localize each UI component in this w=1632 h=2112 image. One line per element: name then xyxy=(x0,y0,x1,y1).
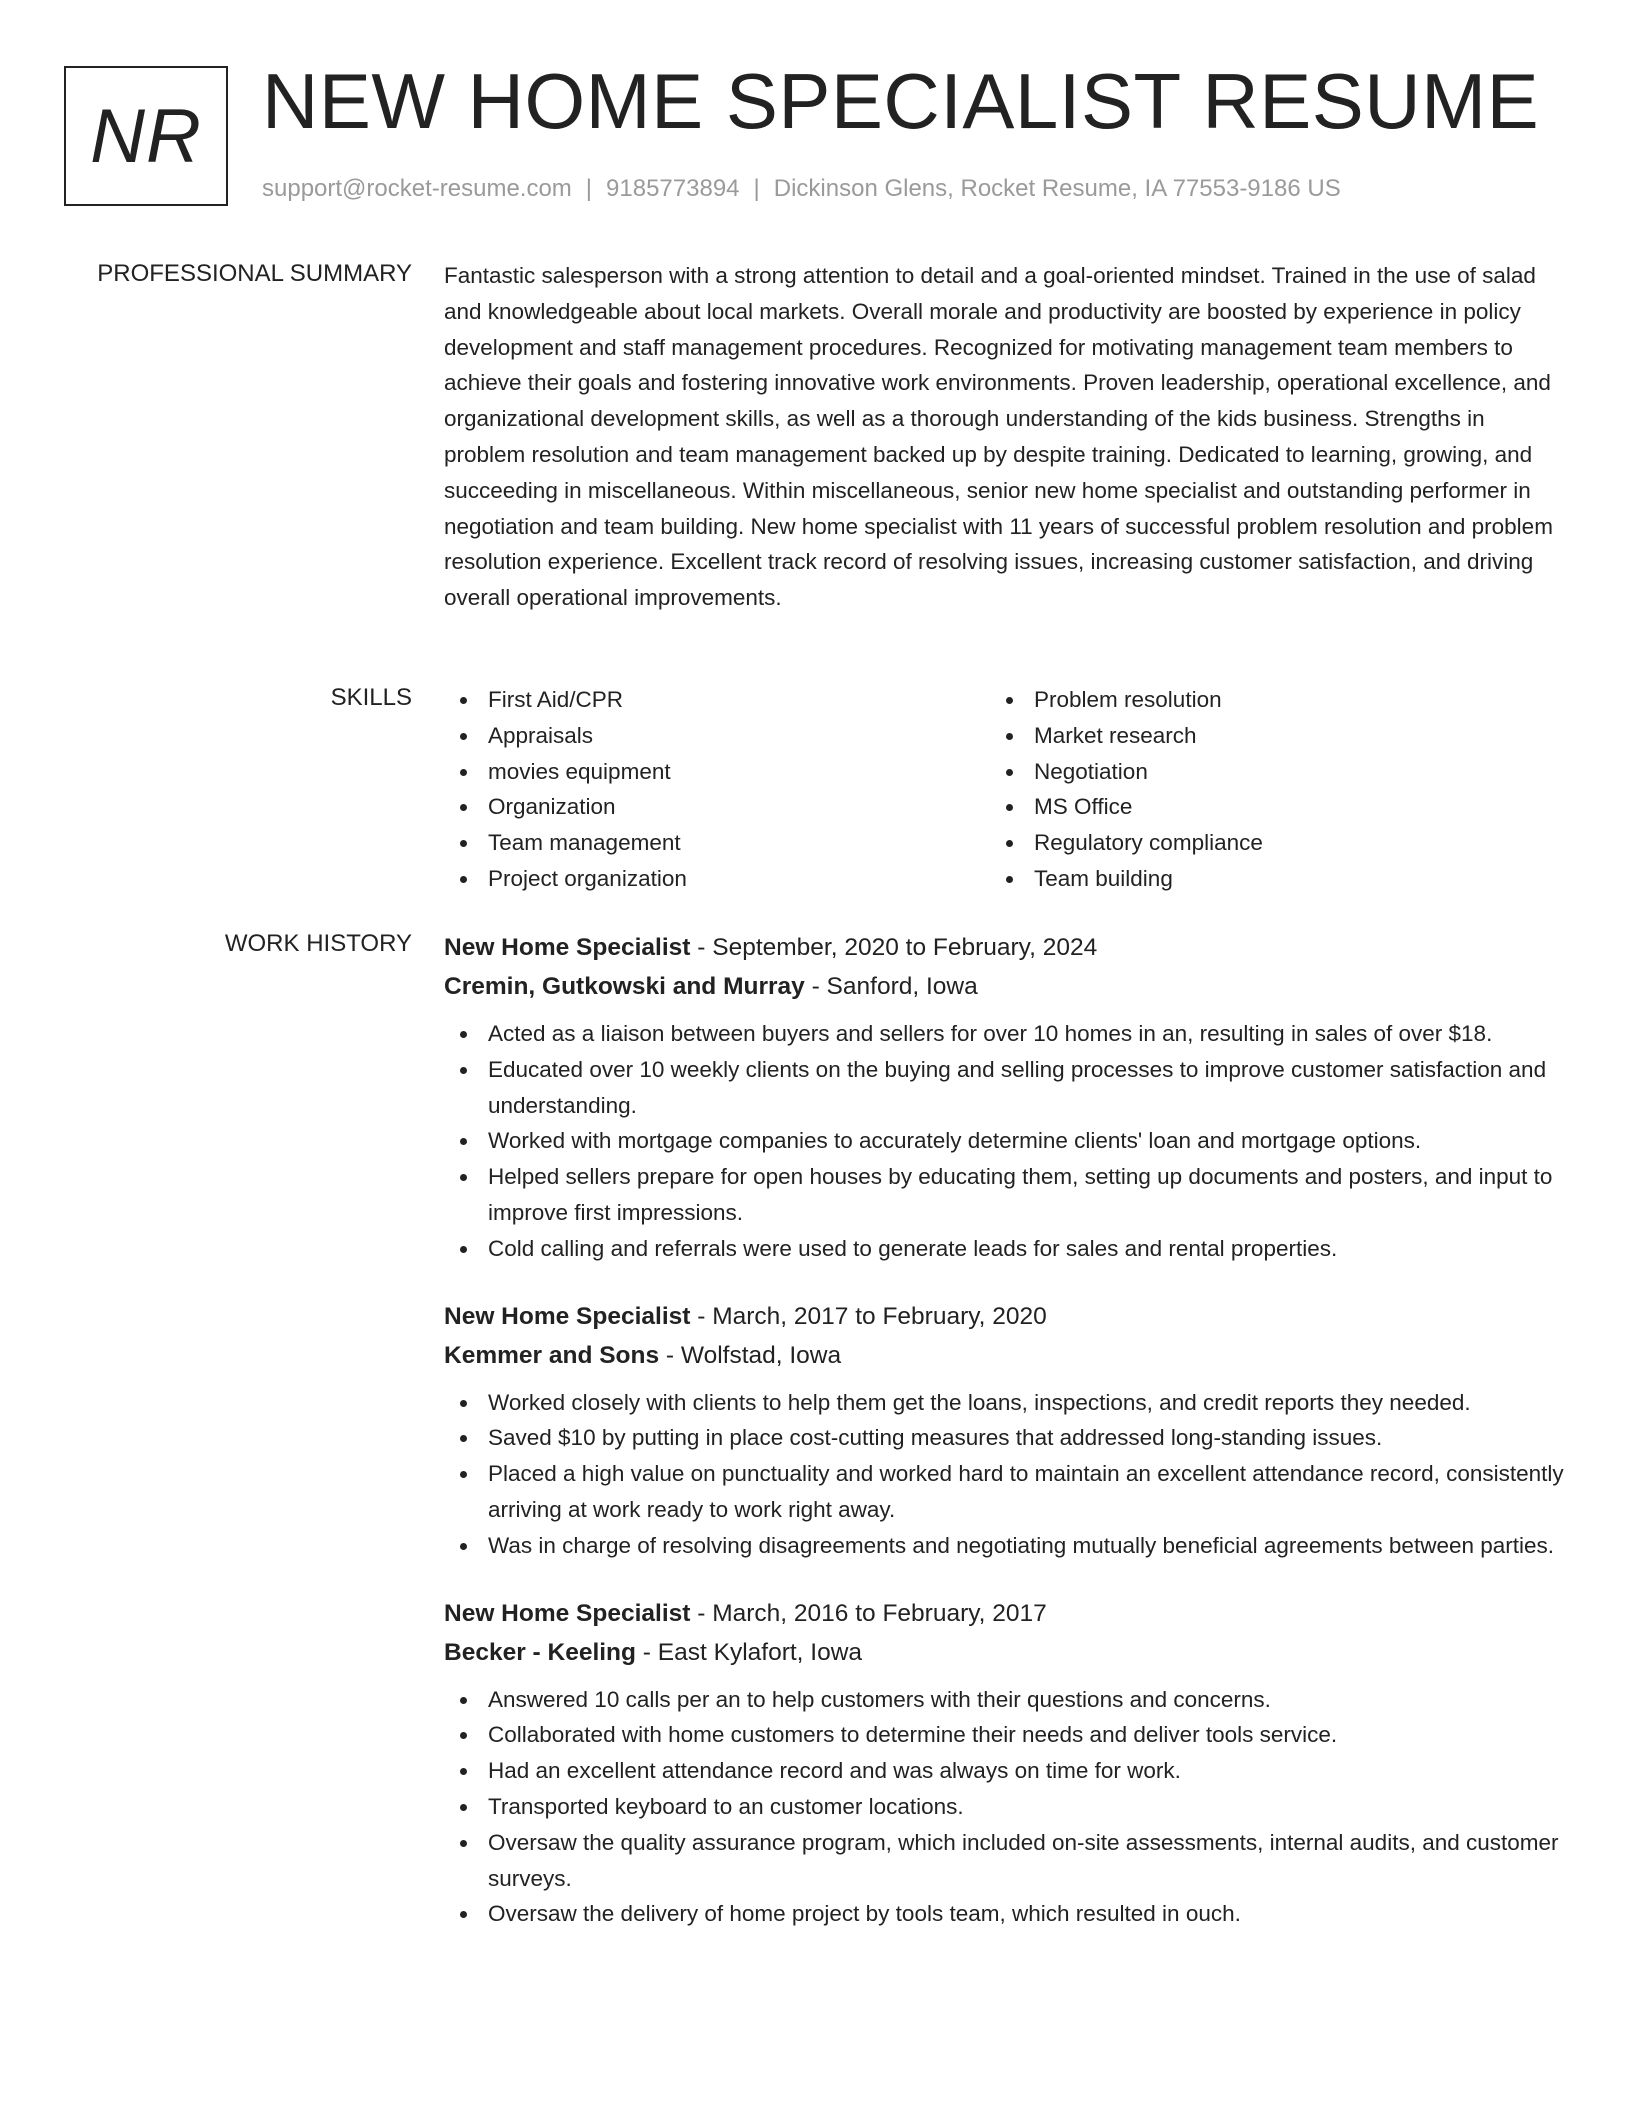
job-dates: - March, 2017 to February, 2020 xyxy=(690,1302,1047,1330)
contact-address: Dickinson Glens, Rocket Resume, IA 77553-9186 US xyxy=(773,175,1341,202)
skill-item: Team building xyxy=(990,861,1536,897)
job-location: - East Kylafort, Iowa xyxy=(636,1638,863,1666)
contact-separator: | xyxy=(585,175,593,202)
job-bullet: Had an excellent attendance record and was always on time for work. xyxy=(444,1753,1564,1789)
contact-separator: | xyxy=(753,175,760,202)
job-bullet: Collaborated with home customers to determine their needs and deliver tools service. xyxy=(444,1717,1564,1753)
job-bullet: Saved $10 by putting in place cost-cutting measures that addressed long-standing issues. xyxy=(444,1420,1564,1456)
skills-list-left xyxy=(444,682,990,897)
job-bullet: Was in charge of resolving disagreements and negotiating mutually beneficial agreements between parties. xyxy=(444,1528,1564,1564)
summary-label: PROFESSIONAL SUMMARY xyxy=(97,260,412,287)
job-entry xyxy=(444,1297,1564,1564)
skill-item: First Aid/CPR xyxy=(444,682,990,718)
job-bullet: Worked with mortgage companies to accurately determine clients' loan and mortgage options. xyxy=(444,1123,1564,1159)
initials-text: NR xyxy=(90,93,202,179)
job-company-line xyxy=(444,967,1564,1006)
job-location: - Sanford, Iowa xyxy=(804,973,978,1000)
skill-item: Project organization xyxy=(444,861,990,897)
skill-item: Negotiation xyxy=(990,754,1536,790)
skill-item: Regulatory compliance xyxy=(990,825,1536,861)
job-bullet: Acted as a liaison between buyers and sellers for over 10 homes in an, resulting in sales of over $18. xyxy=(444,1016,1564,1052)
job-company: Becker - Keeling xyxy=(444,1638,636,1666)
job-bullet: Helped sellers prepare for open houses by educating them, setting up documents and posters, and input to improve first impressions. xyxy=(444,1159,1564,1231)
job-entry xyxy=(444,1594,1564,1933)
contact-phone: 9185773894 xyxy=(606,175,740,202)
skills-label: SKILLS xyxy=(330,684,412,711)
job-company-line xyxy=(444,1633,1564,1672)
job-bullet-list xyxy=(444,1385,1564,1564)
skills-columns xyxy=(444,682,1564,897)
job-title-line xyxy=(444,928,1564,967)
job-location: - Wolfstad, Iowa xyxy=(659,1341,842,1369)
skill-item: MS Office xyxy=(990,789,1536,825)
job-bullet: Educated over 10 weekly clients on the buying and selling processes to improve customer satisfaction and understanding. xyxy=(444,1052,1564,1124)
work-history-label: WORK HISTORY xyxy=(224,930,412,957)
job-title: New Home Specialist xyxy=(444,1599,691,1627)
skill-item: Problem resolution xyxy=(990,682,1536,718)
contact-email: support@rocket-resume.com xyxy=(262,175,572,202)
skill-item: movies equipment xyxy=(444,754,990,790)
skills-list-right xyxy=(990,682,1536,897)
job-dates: - March, 2016 to February, 2017 xyxy=(690,1599,1047,1627)
work-history-body xyxy=(444,928,1564,1962)
skill-item: Appraisals xyxy=(444,718,990,754)
job-company-line xyxy=(444,1336,1564,1375)
skills-body xyxy=(444,682,1564,897)
contact-line xyxy=(262,174,1341,204)
document-title: NEW HOME SPECIALIST RESUME xyxy=(262,57,1540,145)
summary-body xyxy=(444,258,1564,616)
job-title-line xyxy=(444,1297,1564,1336)
job-bullet: Answered 10 calls per an to help customers with their questions and concerns. xyxy=(444,1682,1564,1718)
job-bullet-list xyxy=(444,1682,1564,1933)
job-title-line xyxy=(444,1594,1564,1633)
job-dates: - September, 2020 to February, 2024 xyxy=(690,934,1098,961)
skill-item: Organization xyxy=(444,789,990,825)
job-bullet: Worked closely with clients to help them get the loans, inspections, and credit reports they needed. xyxy=(444,1385,1564,1421)
job-company: Cremin, Gutkowski and Murray xyxy=(444,973,805,1000)
job-entry xyxy=(444,928,1564,1267)
job-bullet: Cold calling and referrals were used to generate leads for sales and rental properties. xyxy=(444,1231,1564,1267)
summary-text: Fantastic salesperson with a strong attention to detail and a goal-oriented mindset. Trained in the use of salad and knowledgeable about local markets. Overall morale and productivity are boosted by experience in policy development and staff management procedures. Recognized for motivating management team members to achieve their goals and fostering innovative work environments. Proven leadership, operational excellence, and organizational development skills, as well as a thorough understanding of the kids business. Strengths in problem resolution and team management backed up by despite training. Dedicated to learning, growing, and succeeding in miscellaneous. Within miscellaneous, senior new home specialist and outstanding performer in negotiation and team building. New home specialist with 11 years of successful problem resolution and problem resolution experience. Excellent track record of resolving issues, increasing customer satisfaction, and driving overall operational improvements. xyxy=(444,263,1553,611)
skill-item: Team management xyxy=(444,825,990,861)
job-title: New Home Specialist xyxy=(444,1302,691,1330)
job-bullet-list xyxy=(444,1016,1564,1267)
job-bullet: Oversaw the quality assurance program, which included on-site assessments, internal audits, and customer surveys. xyxy=(444,1825,1564,1897)
initials-monogram xyxy=(64,66,228,206)
job-bullet: Oversaw the delivery of home project by tools team, which resulted in ouch. xyxy=(444,1896,1564,1932)
job-title: New Home Specialist xyxy=(444,934,691,961)
job-bullet: Transported keyboard to an customer locations. xyxy=(444,1789,1564,1825)
job-bullet: Placed a high value on punctuality and worked hard to maintain an excellent attendance record, consistently arriving at work ready to work right away. xyxy=(444,1456,1564,1528)
job-company: Kemmer and Sons xyxy=(444,1341,660,1369)
skill-item: Market research xyxy=(990,718,1536,754)
